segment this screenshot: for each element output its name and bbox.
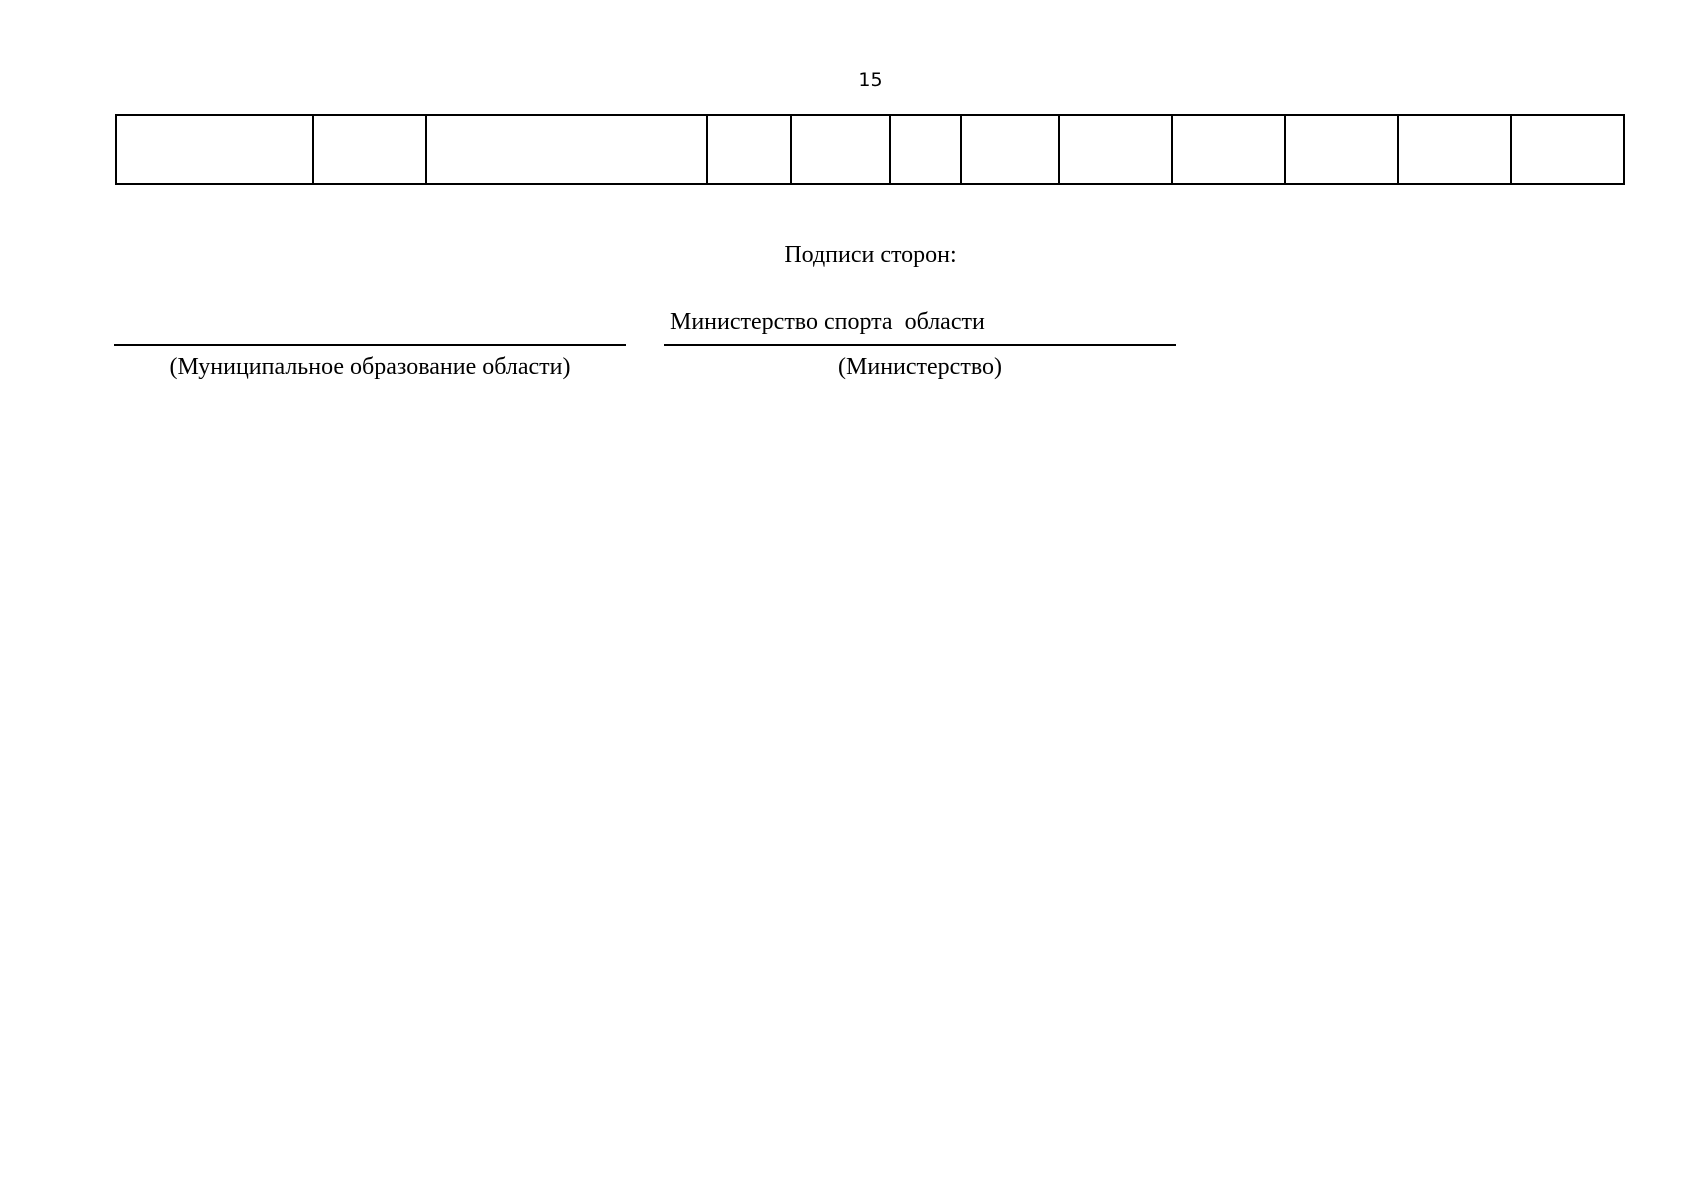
signature-line-ministry: Министерство спорта области: [664, 300, 1176, 346]
table-cell: [707, 115, 791, 184]
table-cell: [791, 115, 890, 184]
table-cell: [426, 115, 707, 184]
table-cell: [890, 115, 961, 184]
signature-caption-municipality: (Муниципальное образование области): [169, 354, 571, 380]
table-cell: [1285, 115, 1398, 184]
table-cell: [1511, 115, 1624, 184]
signature-block-municipality: [114, 300, 626, 382]
table-cell: [313, 115, 426, 184]
signature-block-ministry: [664, 300, 1176, 382]
table-cell: [1059, 115, 1172, 184]
page-number: 15: [858, 69, 883, 91]
signature-caption-ministry: (Министерство): [838, 354, 1002, 380]
signature-line-municipality: [114, 300, 626, 346]
table-cell: [961, 115, 1059, 184]
table-row: [116, 115, 1624, 184]
table-cell: [1398, 115, 1511, 184]
table-cell: [116, 115, 313, 184]
table-cell: [1172, 115, 1285, 184]
signatures-title: Подписи сторон:: [784, 242, 957, 268]
empty-table: [115, 114, 1625, 185]
